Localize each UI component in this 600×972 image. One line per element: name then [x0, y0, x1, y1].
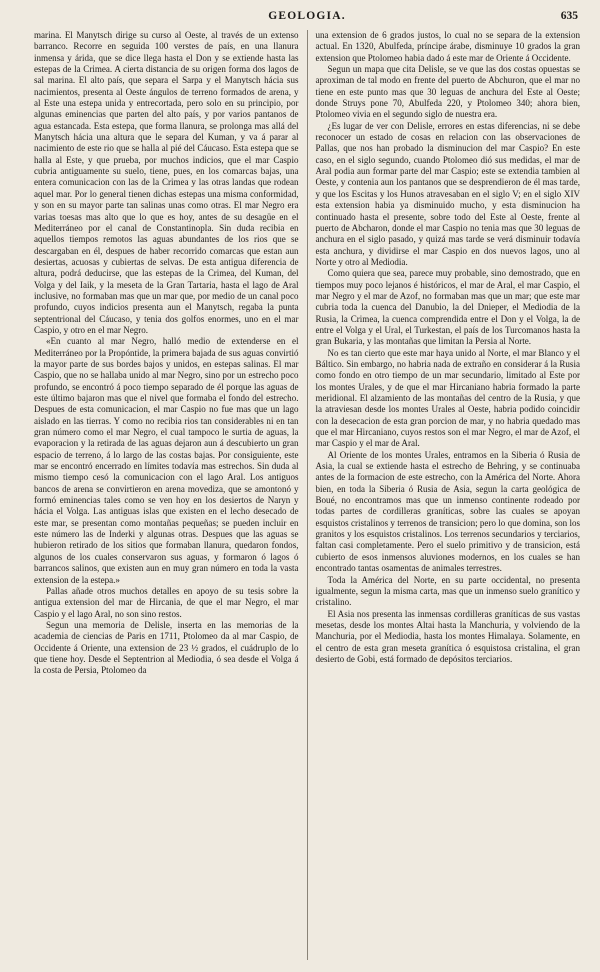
paragraph: ¿Es lugar de ver con Delisle, errores en estas diferencias, ni se debe reconocer un estado de cosas en relacion con las observaciones de Pallas, que nos han probado la disminucion del mar Caspio? En este caso, en el siglo segundo, cuando Ptolomeo dió sus medidas, el mar de Aral podia aun formar parte del mar Caspio; este se extendia tambien al Oeste, y contenia aun los pantanos que se desprendieron de él mas tarde, y que los Escitas y los Hunos atravesaban en el siglo V; en el siglo XIV esta extension habia ya disminuido mucho, y esta disminucion ha continuado hasta el presente, sobre todo del Este al Oeste, frente al puerto de Abcharon, donde el mar Caspio no tenia mas que 30 leguas de anchura en el siglo pasado, y quizá mas tarde se verá disminuir todavía esta anchura, y dividirse el mar Caspio en dos nuevos lagos, uno al Norte y otro al Mediodia.: [315, 120, 580, 267]
paragraph: una extension de 6 grados justos, lo cual no se separa de la extension actual. En 1320, Abulfeda, príncipe árabe, disminuye 10 grados la gran extension que Ptolomeo habia dado á este mar de Oriente á Occidente.: [315, 30, 580, 63]
running-title: GEOLOGIA.: [268, 10, 346, 22]
text-columns: [34, 30, 580, 960]
paragraph: «En cuanto al mar Negro, halló medio de extenderse en el Mediterráneo por la Propóntide, la primera bajada de sus aguas convirtió la mayor parte de sus bordes bajos y unidos, en estepas salinas. El mar Caspio, que no se hallaba unido al mar Negro, sino por un estrecho poco profundo, se encontró á poco tiempo separado de él porque las aguas de este último bajaron mas que el nivel que formaba el fondo del estrecho. Despues de esta comunicacion, el mar Caspio no fue mas que un lago aislado en las tierras. Y como no recibia rios tan considerables ni en tan gran número como el mar Negro, el cual tampoco le surtia de aguas, la evaporacion y la retirada de las aguas dejaron aun á descubierto un gran espacio de terreno, á lo largo de las costas bajas. Por consiguiente, este mar se encontró encerrado en límites todavía mas estrechos. Sin duda al mismo tiempo cesó la comunicacion con el lago Aral. Los antiguos bancos de arena se convirtieron en arena movediza, que se amontonó y formó eminencias tales como se ven hoy en los desiertos de Naryn y hácia el Volga. Las antiguas islas que existen en el lecho desecado de este mar, se presentan como montañas pequeñas; se pueden incluir en este número las de Inderki y algunas otras. Despues que las aguas se hubieron retirado de los sitios que formaban llanura, quedaron fondos, algunos de los cuales conservaron sus aguas, y formaron ó lagos ó barrancos salinos, que existen aun en muy gran número en toda la vasta extension de la estepa.»: [34, 336, 299, 585]
right-column: [308, 30, 581, 960]
running-head: [34, 8, 580, 30]
paragraph: Al Oriente de los montes Urales, entramos en la Siberia ó Rusia de Asia, la cual se extiende hasta el estrecho de Behring, y se continuaba antes de la formacion de este estrecho, con la América del Norte. Ahora bien, en toda la Siberia ó Rusia de Asia, segun la carta geológica de Boué, no encontramos mas que un inmenso continente rodeado por todas partes de cordilleras graníticas, sobre las cuales se apoyan esquistos cristalinos y terrenos de transicion; pero lo que domina, son los granitos y los esquistos cristalinos. Los terrenos secundarios y terciarios, faltan casi completamente. Pero el suelo primitivo y de transicion, está cubierto de esos inmensos aluviones modernos, en los cuales se han encontrado tantas osamentas de animales terrestres.: [315, 449, 580, 574]
left-column: [34, 30, 307, 960]
paragraph: No es tan cierto que este mar haya unido al Norte, el mar Blanco y el Báltico. Sin embargo, no habria nada de extraño en considerar á la Rusia como fondo en otro tiempo de un mar secundario, limitado al Este por los montes Urales, y de que el mar Hircaniano habria formado la parte meridional. El alzamiento de las montañas del centro de la Rusia, y que la atraviesan desde los montes Urales al Oeste, habria podido coincidir con la desecacion de esta gran porcion de mar, y no habria quedado mas que el mar Hircaniano, cuyos restos son el mar Negro, el mar de Azof, el mar Caspio y el mar de Aral.: [315, 347, 580, 449]
paragraph: marina. El Manytsch dirige su curso al Oeste, al través de un extenso barranco. Recorre en seguida 100 verstes de país, en una llanura inmensa y árida, que se dice llega hasta el Don y se extiende hasta las estepas de la Crimea. A cierta distancia de su origen forma dos lagos de sal marina. El alto país, que separa el Sarpa y el Manytsch hácia sus nacimientos, presenta al Oeste ángulos de terreno formados de arena, y al Este una estepa unida y entrecortada, pero solo en su principio, por algunas eminencias que parten del alto país, y por varios pantanos de agua estancada. Esta estepa, que forma llanura, se prolonga mas allá del Manytsch hácia una altura que le separa del Kuman, y va á parar al nacimiento de este rio que se halla al pié del Cáucaso. Esta estepa que se halla al Este, y que prueba, por muchos indicios, que el mar Caspio cubria antiguamente su suelo, tiene, pues, en los comarcas bajas, una entera comunicacion con las de la Crimea y las otras landas que rodean aquel mar. Por lo general tienen dichas estepas una misma conformidad, y son en su mayor parte tan salinas unas como otras. El mar Negro era varias toesas mas alto que lo que es hoy, antes de su desagüe en el Mediterráneo por el canal de Constantinopla. Sin duda recibia en aquellos tiempos remotos las aguas abundantes de los rios que se descargaban en él, despues de haber recorrido comarcas que estan aun desiertas, acuosas y cubiertas de selvas. De esta antigua diferencia de altura, podrá deducirse, que las estepas de la Crimea, del Kuman, del Volga y del Iaik, y la meseta de la Gran Tartaria, hasta el lago de Aral inclusive, no formaban mas que un mar que, por medio de un canal poco profundo, cuyos indicios presenta aun el Manytsch, regaba la punta septentrional del Cáucaso, y tenia dos golfos enormes, uno en el mar Caspio, y otro en el mar Negro.: [34, 30, 299, 335]
paragraph: El Asia nos presenta las inmensas cordilleras graníticas de sus vastas mesetas, desde los montes Altai hasta la Manchuria, y volviendo de la Manchuria, por el Mediodia, hasta los montes Himalaya. Solamente, en el centro de esta gran meseta granítica ó esquistosa cristalina, el gran desierto de Gobi, está formado de depósitos terciarios.: [315, 608, 580, 664]
paragraph: Como quiera que sea, parece muy probable, sino demostrado, que en tiempos muy poco lejanos é históricos, el mar de Aral, el mar Caspio, el mar Negro y el mar de Azof, no formaban mas que un mar; que este mar cubria toda la cuenca del Danubio, la del Dnieper, el Mediodia de la Rusia, la Crimea, la cuenca comprendida entre el Don y el Volga, la de entre el Volga y el Ural, el Turkestan, el país de los Turcomanos hasta la gran Bukaria, y las montañas que limitan la Persia al Norte.: [315, 268, 580, 347]
page-number: 635: [560, 10, 578, 22]
paragraph: Toda la América del Norte, en su parte occidental, no presenta igualmente, segun la misma carta, mas que un inmenso suelo granítico y cristalino.: [315, 574, 580, 608]
paragraph: Pallas añade otros muchos detalles en apoyo de su tesis sobre la antigua extension del mar de Hircania, de que el mar Negro, el mar Caspio y el lago Aral, no son sino restos.: [34, 585, 299, 619]
paragraph: Segun una memoria de Delisle, inserta en las memorias de la academia de ciencias de Paris en 1711, Ptolomeo da al mar Caspio, de Occidente á Oriente, una extension de 23 ½ grados, el cuádruplo de lo que tiene hoy. Desde el Septentrion al Mediodia, ó sea desde el Volga á la costa de Persia, Ptolomeo da: [34, 619, 299, 676]
paragraph: Segun un mapa que cita Delisle, se ve que las dos costas opuestas se aproximan de tal modo en frente del puerto de Abchuron, que el mar no tiene en este punto mas que 30 leguas de anchura del Este al Oeste; donde Struys pone 70, Abulfeda 220, y Ptolomeo 340; ahora bien, Ptolomeo vivia en el segundo siglo de nuestra era.: [315, 64, 580, 120]
